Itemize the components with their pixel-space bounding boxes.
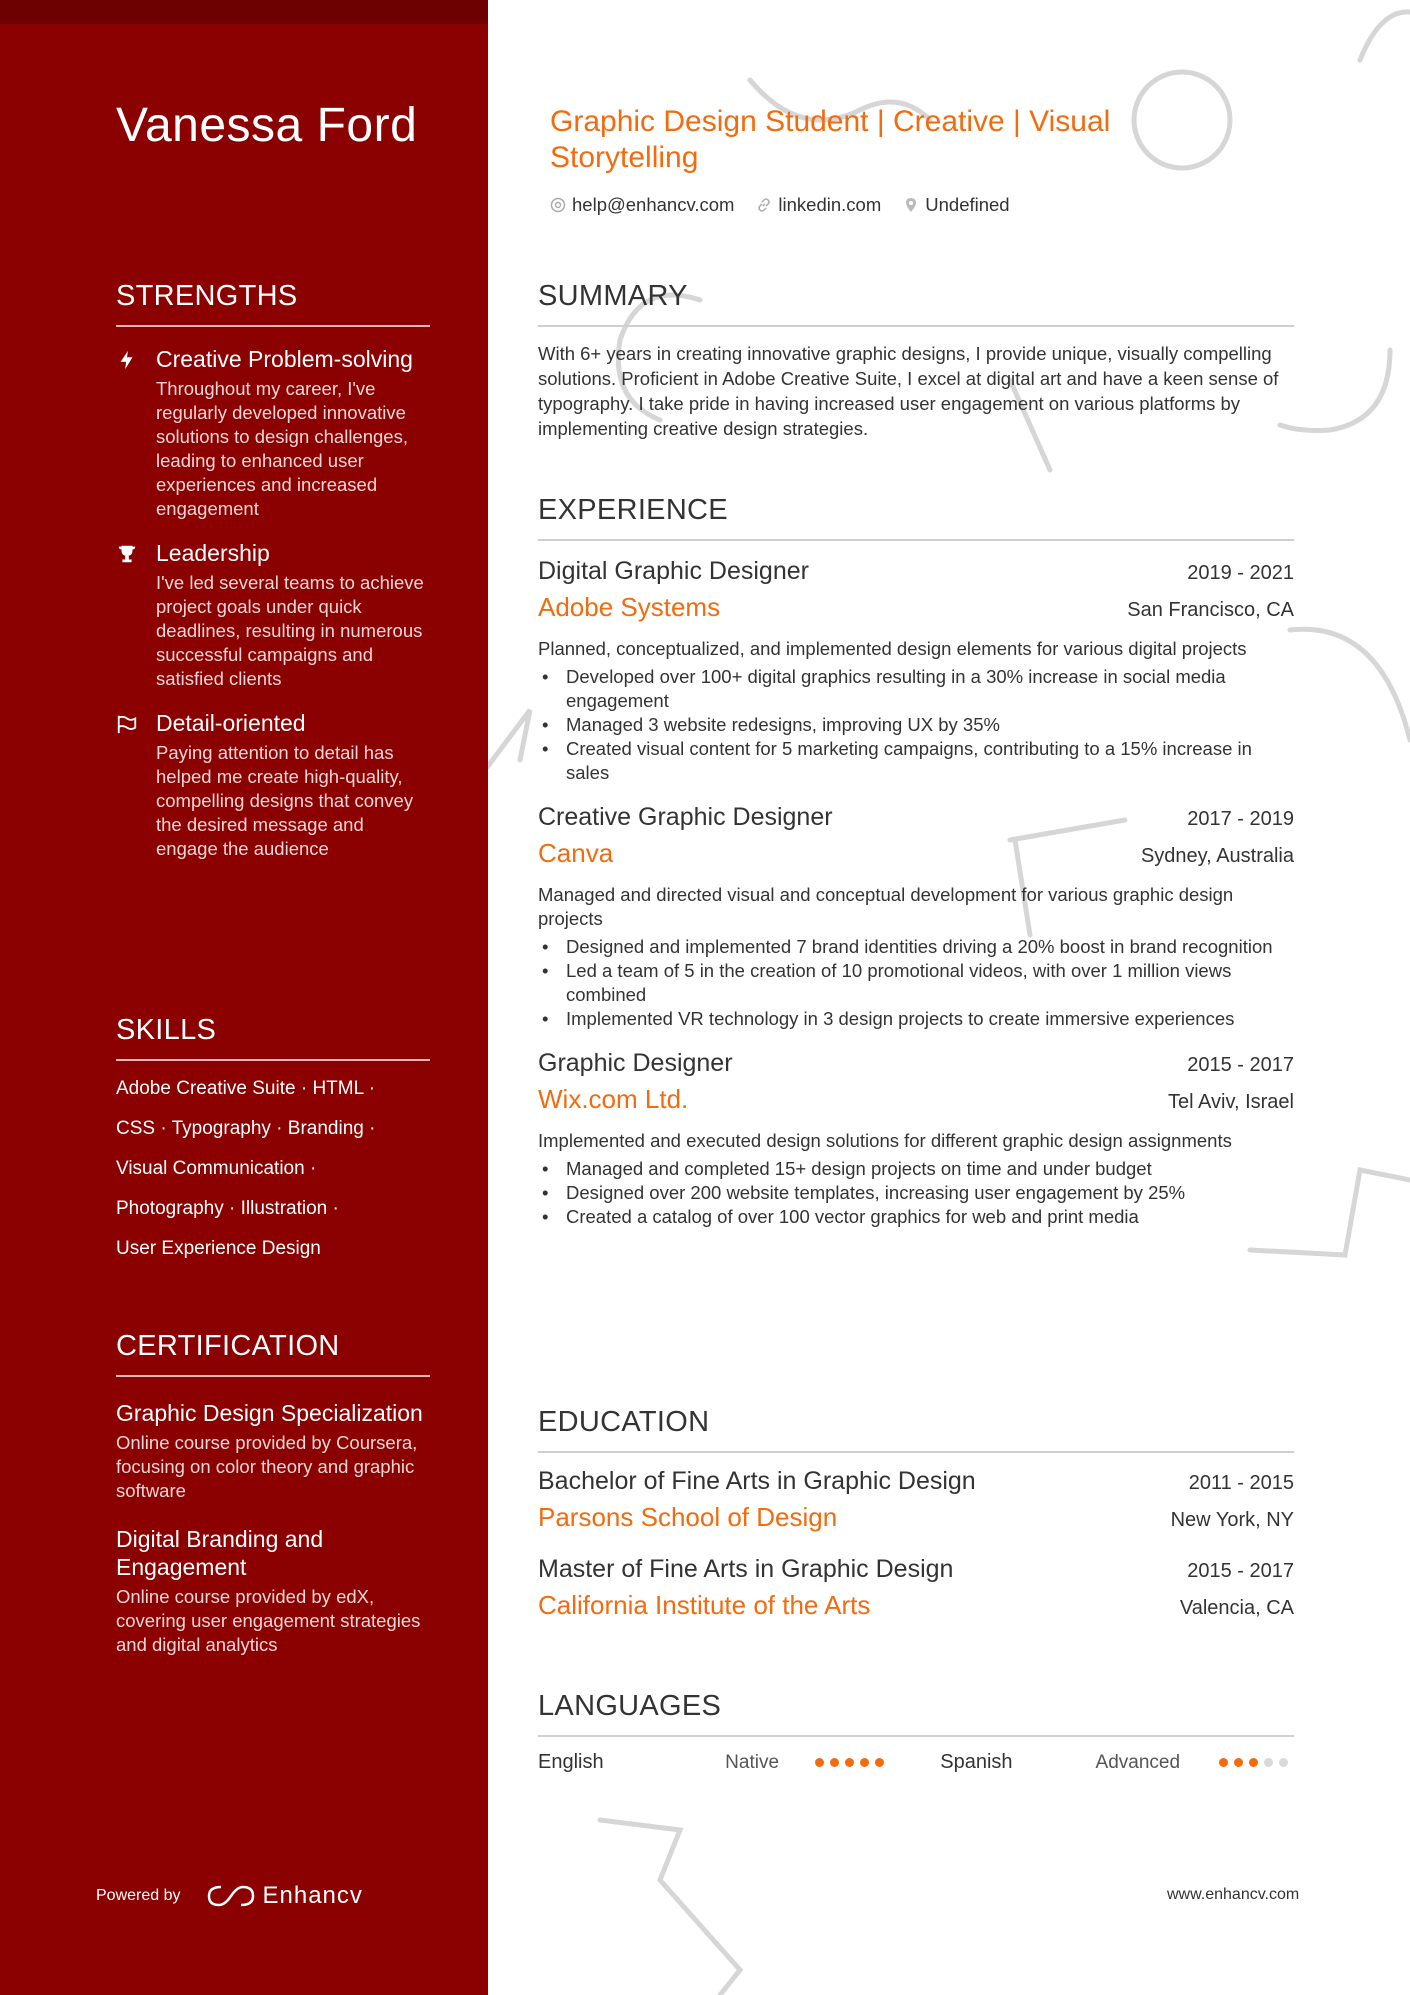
job-description: Implemented and executed design solutions for different graphic design assignments (538, 1130, 1232, 1151)
job-description: Managed and directed visual and conceptual development for various graphic design projects (538, 884, 1234, 929)
job-bullet: • Created visual content for 5 marketing campaigns, contributing to a 15% increase in sales (538, 737, 1294, 785)
strengths-section (116, 280, 430, 861)
skills-heading: SKILLS (116, 1014, 430, 1061)
education-entry (538, 1467, 1294, 1533)
strength-item (116, 709, 430, 861)
powered-by (96, 1882, 363, 1910)
languages-heading: LANGUAGES (538, 1690, 1294, 1737)
skill-line: User Experience Design (116, 1238, 321, 1259)
rating-dot-filled (1234, 1758, 1243, 1767)
job-dates: 2015 - 2017 (1187, 1054, 1294, 1076)
education-school: Parsons School of Design (538, 1502, 838, 1532)
job-bullet: • Designed over 200 website templates, increasing user engagement by 25% (538, 1181, 1294, 1205)
lightning-icon (116, 345, 156, 521)
skill-line: CSS · Typography · Branding · (116, 1118, 376, 1139)
education-degree: Bachelor of Fine Arts in Graphic Design (538, 1467, 976, 1495)
trophy-icon (116, 539, 156, 691)
strength-description: Throughout my career, I've regularly developed innovative solutions to design challenges, leading to enhanced user experiences and increased engagement (156, 378, 408, 519)
language-rating (1219, 1758, 1294, 1767)
skill-line: Adobe Creative Suite · HTML · (116, 1078, 376, 1099)
job-title: Graphic Designer (538, 1049, 733, 1077)
education-dates: 2011 - 2015 (1188, 1472, 1294, 1494)
education-degree: Master of Fine Arts in Graphic Design (538, 1555, 954, 1583)
headline: Graphic Design Student | Creative | Visual Storytelling (550, 105, 1111, 174)
language-level: Native (725, 1751, 780, 1773)
contact-location-text: Undefined (925, 194, 1010, 215)
link-icon (756, 197, 772, 213)
job-bullets (538, 935, 1294, 1031)
languages-row (538, 1751, 1294, 1774)
strength-description: I've led several teams to achieve project goals under quick deadlines, resulting in numerous successful campaigns and satisfied clients (156, 572, 424, 689)
education-school: California Institute of the Arts (538, 1590, 871, 1620)
job-bullets (538, 1157, 1294, 1229)
website-footer[interactable]: www.enhancv.com (1167, 1886, 1300, 1903)
job-bullet: • Managed and completed 15+ design projects on time and under budget (538, 1157, 1294, 1181)
job-dates: 2017 - 2019 (1187, 808, 1294, 830)
certification-item (116, 1399, 430, 1503)
certification-title: Graphic Design Specialization (116, 1400, 423, 1426)
contact-linkedin-text: linkedin.com (778, 194, 882, 215)
languages-section (538, 1690, 1294, 1774)
strength-title: Leadership (156, 540, 270, 566)
at-icon (550, 197, 566, 213)
education-location: Valencia, CA (1179, 1597, 1294, 1619)
rating-dot-filled (830, 1758, 839, 1767)
job-company: Canva (538, 838, 614, 868)
strength-item (116, 345, 430, 521)
job-description: Planned, conceptualized, and implemented design elements for various digital projects (538, 638, 1247, 659)
summary-text: With 6+ years in creating innovative graphic designs, I provide unique, visually compelling solutions. Proficient in Adobe Creative Suite, I excel at digital art and have a keen sense of typography. I take pride in having increased user engagement on various platforms by implementing creative design strategies. (538, 343, 1279, 439)
job-title: Creative Graphic Designer (538, 803, 833, 831)
summary-section (538, 280, 1294, 441)
skill-line: Visual Communication · (116, 1158, 317, 1179)
job-bullet: • Led a team of 5 in the creation of 10 promotional videos, with over 1 million views combined (538, 959, 1294, 1007)
job-bullet: • Developed over 100+ digital graphics resulting in a 30% increase in social media engagement (538, 665, 1294, 713)
job-bullet: • Managed 3 website redesigns, improving UX by 35% (538, 713, 1294, 737)
rating-dot-empty (1264, 1758, 1273, 1767)
skill-line: Photography · Illustration · (116, 1198, 339, 1219)
enhancv-logo-icon (207, 1883, 255, 1909)
strength-description: Paying attention to detail has helped me create high-quality, compelling designs that convey the desired message and engage the audience (156, 742, 414, 859)
strength-item (116, 539, 430, 691)
education-entry (538, 1555, 1294, 1621)
rating-dot-filled (875, 1758, 884, 1767)
education-heading: EDUCATION (538, 1406, 1294, 1453)
experience-section (538, 494, 1294, 1229)
job-bullet: • Designed and implemented 7 brand identities driving a 20% boost in brand recognition (538, 935, 1294, 959)
contact-linkedin[interactable] (756, 194, 881, 216)
job-location: Sydney, Australia (1140, 845, 1294, 867)
job-location: Tel Aviv, Israel (1168, 1091, 1294, 1113)
strength-title: Detail-oriented (156, 710, 306, 736)
certification-title: Digital Branding and Engagement (116, 1526, 324, 1580)
job-entry (538, 803, 1294, 1031)
contact-email-text: help@enhancv.com (572, 194, 735, 215)
job-company: Wix.com Ltd. (538, 1084, 689, 1114)
certification-description: Online course provided by Coursera, focusing on color theory and graphic software (116, 1432, 418, 1501)
education-section (538, 1406, 1294, 1621)
job-bullet: • Implemented VR technology in 3 design projects to create immersive experiences (538, 1007, 1294, 1031)
sidebar (0, 0, 488, 1995)
flag-icon (116, 709, 156, 861)
summary-heading: SUMMARY (538, 280, 1294, 327)
rating-dot-filled (1249, 1758, 1258, 1767)
candidate-name: Vanessa Ford (116, 99, 418, 152)
contact-location (903, 194, 1009, 216)
education-dates: 2015 - 2017 (1187, 1560, 1294, 1582)
job-bullets (538, 665, 1294, 785)
job-company: Adobe Systems (538, 592, 721, 622)
rating-dot-filled (845, 1758, 854, 1767)
strengths-heading: STRENGTHS (116, 280, 430, 327)
skills-section (116, 1014, 430, 1261)
location-pin-icon (903, 197, 919, 213)
job-bullet: • Created a catalog of over 100 vector graphics for web and print media (538, 1205, 1294, 1229)
job-location: San Francisco, CA (1127, 599, 1294, 621)
language-rating (815, 1758, 940, 1767)
job-entry (538, 1049, 1294, 1229)
contact-bar (550, 194, 1032, 216)
contact-email[interactable] (550, 194, 734, 216)
rating-dot-filled (815, 1758, 824, 1767)
job-entry (538, 557, 1294, 785)
sidebar-top-bar (0, 0, 488, 24)
certification-item (116, 1525, 430, 1657)
language-level: Advanced (1095, 1751, 1181, 1773)
experience-heading: EXPERIENCE (538, 494, 1294, 541)
language-name: English (538, 1751, 604, 1773)
job-dates: 2019 - 2021 (1187, 562, 1294, 584)
job-title: Digital Graphic Designer (538, 557, 809, 585)
rating-dot-filled (860, 1758, 869, 1767)
rating-dot-empty (1279, 1758, 1288, 1767)
rating-dot-filled (1219, 1758, 1228, 1767)
strength-title: Creative Problem-solving (156, 346, 413, 372)
language-name: Spanish (940, 1751, 1013, 1773)
education-location: New York, NY (1170, 1509, 1294, 1531)
certification-heading: CERTIFICATION (116, 1330, 430, 1377)
certification-description: Online course provided by edX, covering user engagement strategies and digital analytics (116, 1586, 421, 1655)
certification-section (116, 1330, 430, 1657)
powered-by-brand: Enhancv (262, 1882, 363, 1909)
powered-by-label: Powered by (96, 1887, 181, 1904)
